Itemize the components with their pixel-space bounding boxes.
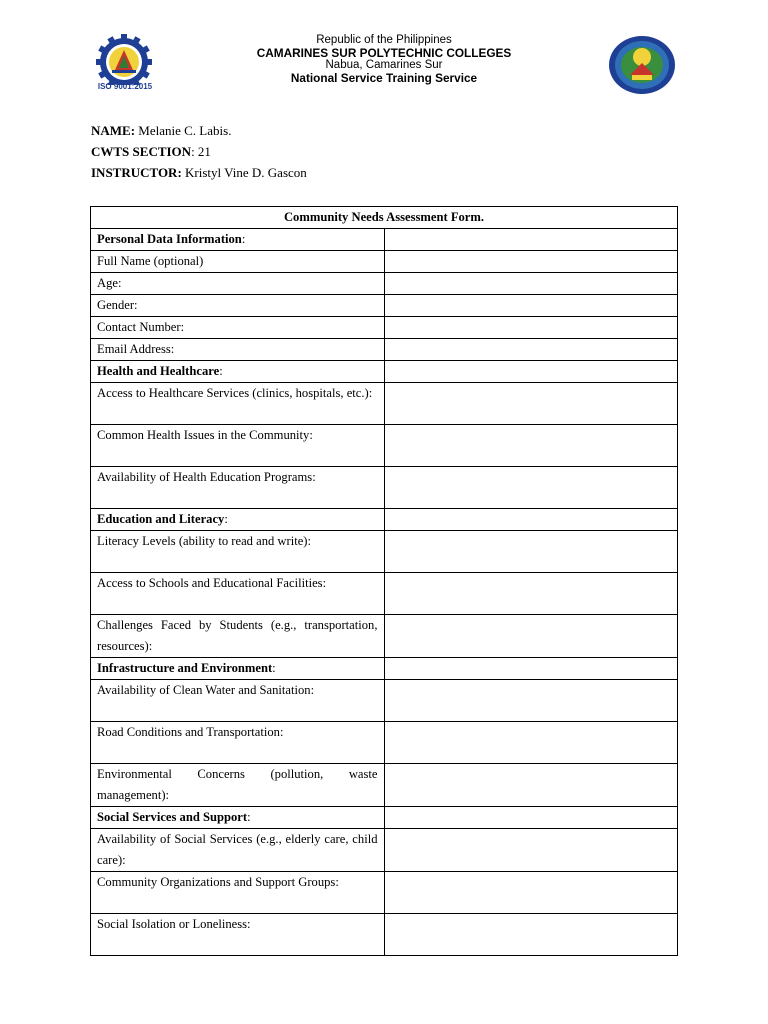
field-label <box>91 339 385 361</box>
row-label-text: Challenges Faced by Students (e.g., transportation, resources): <box>97 618 378 653</box>
answer-cell[interactable] <box>384 680 678 722</box>
field-label <box>91 467 385 509</box>
row-label-suffix: : <box>272 661 276 675</box>
row-label-suffix: : <box>224 512 228 526</box>
form-row <box>91 680 678 722</box>
answer-cell[interactable] <box>384 273 678 295</box>
field-label <box>91 764 385 807</box>
row-label-text: Common Health Issues in the Community: <box>97 428 313 442</box>
section-header-row <box>91 509 678 531</box>
row-label-text: Education and Literacy <box>97 512 225 526</box>
header-location: Nabua, Camarines Sur <box>325 59 443 71</box>
header-college-name: CAMARINES SUR POLYTECHNIC COLLEGES <box>256 45 512 60</box>
field-label <box>91 425 385 467</box>
section-row <box>91 141 307 162</box>
row-label-text: Gender: <box>97 298 138 312</box>
answer-cell[interactable] <box>384 509 678 531</box>
form-row <box>91 273 678 295</box>
answer-cell[interactable] <box>384 872 678 914</box>
form-row <box>91 764 678 807</box>
row-label-text: Social Isolation or Loneliness: <box>97 917 251 931</box>
row-label-text: Contact Number: <box>97 320 185 334</box>
name-value: Melanie C. Labis. <box>135 123 232 138</box>
iso-caption: ISO 9001:2015 <box>97 82 153 91</box>
form-row <box>91 829 678 872</box>
row-label-text: Email Address: <box>97 342 175 356</box>
section-header-row <box>91 658 678 680</box>
form-row <box>91 251 678 273</box>
row-label-text: Health and Healthcare <box>97 364 220 378</box>
instructor-row <box>91 162 307 183</box>
form-row <box>91 872 678 914</box>
answer-cell[interactable] <box>384 383 678 425</box>
row-label-text: Access to Schools and Educational Facilities: <box>97 576 327 590</box>
form-row <box>91 425 678 467</box>
form-row <box>91 722 678 764</box>
form-title-row <box>91 207 678 229</box>
row-label-text: Age: <box>97 276 122 290</box>
section-heading <box>91 361 385 383</box>
row-label-text: Personal Data Information <box>97 232 242 246</box>
assessment-form-table <box>90 206 678 956</box>
answer-cell[interactable] <box>384 425 678 467</box>
answer-cell[interactable] <box>384 722 678 764</box>
answer-cell[interactable] <box>384 295 678 317</box>
form-row <box>91 317 678 339</box>
answer-cell[interactable] <box>384 807 678 829</box>
answer-cell[interactable] <box>384 764 678 807</box>
row-label-text: Access to Healthcare Services (clinics, hospitals, etc.): <box>97 386 373 400</box>
answer-cell[interactable] <box>384 658 678 680</box>
field-label <box>91 251 385 273</box>
row-label-text: Availability of Clean Water and Sanitation: <box>97 683 315 697</box>
field-label <box>91 914 385 956</box>
answer-cell[interactable] <box>384 829 678 872</box>
section-header-row <box>91 807 678 829</box>
form-row <box>91 295 678 317</box>
row-label-suffix: : <box>241 232 246 246</box>
form-row <box>91 467 678 509</box>
field-label <box>91 531 385 573</box>
field-label <box>91 872 385 914</box>
section-header-row <box>91 361 678 383</box>
section-heading <box>91 509 385 531</box>
row-label-text: Infrastructure and Environment <box>97 661 273 675</box>
field-label <box>91 295 385 317</box>
answer-cell[interactable] <box>384 229 678 251</box>
answer-cell[interactable] <box>384 573 678 615</box>
answer-cell[interactable] <box>384 361 678 383</box>
section-heading <box>91 658 385 680</box>
field-label <box>91 383 385 425</box>
section-heading <box>91 229 385 251</box>
form-row <box>91 383 678 425</box>
section-value: : 21 <box>191 144 211 159</box>
form-row <box>91 573 678 615</box>
document-header <box>0 34 768 84</box>
section-label: CWTS SECTION <box>91 144 192 159</box>
field-label <box>91 829 385 872</box>
section-heading <box>91 807 385 829</box>
form-row <box>91 531 678 573</box>
row-label-suffix: : <box>247 810 251 824</box>
form-row <box>91 615 678 658</box>
answer-cell[interactable] <box>384 251 678 273</box>
form-row <box>91 339 678 361</box>
answer-cell[interactable] <box>384 339 678 361</box>
header-department: National Service Training Service <box>290 70 478 85</box>
name-label: NAME: <box>91 123 136 138</box>
row-label-text: Road Conditions and Transportation: <box>97 725 284 739</box>
instructor-value: Kristyl Vine D. Gascon <box>181 165 307 180</box>
answer-cell[interactable] <box>384 467 678 509</box>
header-republic: Republic of the Philippines <box>316 34 452 46</box>
student-info <box>91 120 307 183</box>
section-header-row <box>91 229 678 251</box>
field-label <box>91 273 385 295</box>
field-label <box>91 573 385 615</box>
field-label <box>91 722 385 764</box>
row-label-text: Literacy Levels (ability to read and write): <box>97 534 312 548</box>
answer-cell[interactable] <box>384 615 678 658</box>
instructor-label: INSTRUCTOR: <box>91 165 182 180</box>
row-label-text: Availability of Health Education Programs: <box>97 470 316 484</box>
row-label-text: Social Services and Support <box>97 810 248 824</box>
form-title: Community Needs Assessment Form. <box>91 207 678 229</box>
field-label <box>91 680 385 722</box>
row-label-suffix: : <box>219 364 223 378</box>
field-label <box>91 615 385 658</box>
row-label-text: Environmental Concerns (pollution, waste management): <box>97 767 378 802</box>
name-row <box>91 120 307 141</box>
answer-cell[interactable] <box>384 531 678 573</box>
form-row <box>91 914 678 956</box>
field-label <box>91 317 385 339</box>
row-label-text: Full Name (optional) <box>97 254 204 268</box>
answer-cell[interactable] <box>384 317 678 339</box>
answer-cell[interactable] <box>384 914 678 956</box>
row-label-text: Community Organizations and Support Groups: <box>97 875 339 889</box>
row-label-text: Availability of Social Services (e.g., elderly care, child care): <box>97 832 378 867</box>
